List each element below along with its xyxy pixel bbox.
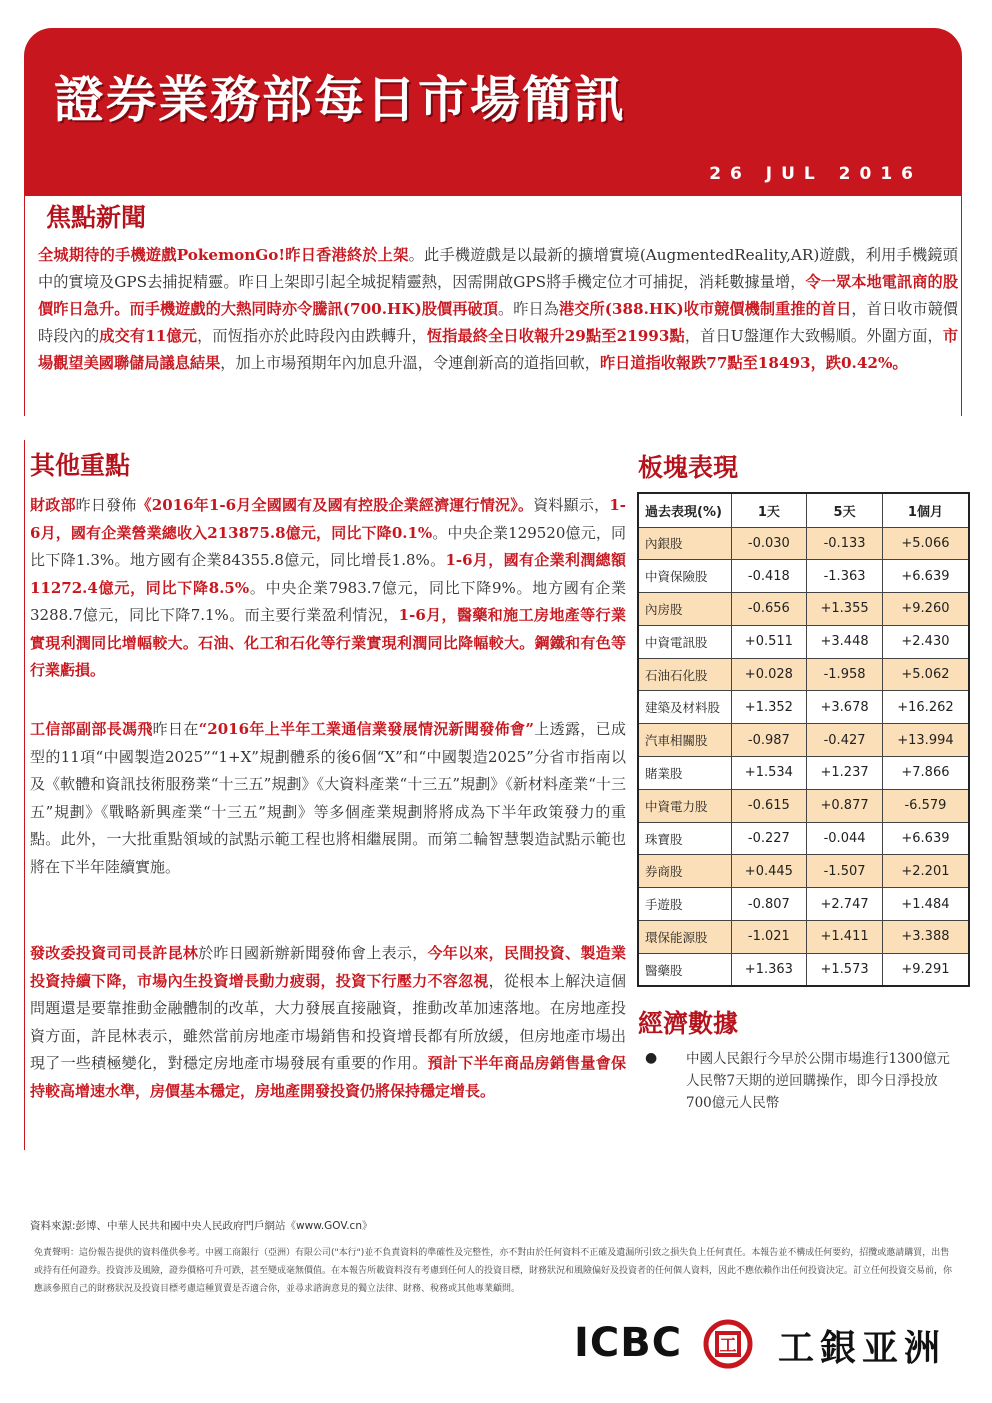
other-paragraph-finance	[30, 492, 626, 685]
sector-1d-cell: +1.352	[731, 691, 807, 724]
sector-1m-cell: +1.484	[882, 888, 969, 921]
sector-5d-cell: +2.747	[807, 888, 883, 921]
sector-1d-cell: -0.227	[731, 822, 807, 855]
body-text: 。中央企業129520億元，同比下降1.3%。地方國有企業84355.8億元，同比增長1.8%。	[30, 523, 627, 569]
table-row	[638, 855, 969, 888]
other-paragraph-miit	[30, 716, 626, 881]
other-paragraph-ndrc	[30, 940, 626, 1105]
sector-name-cell: 手遊股	[638, 888, 731, 921]
body-text: ，加上市場預期年內加息升溫，令連創新高的道指回軟，	[220, 354, 600, 372]
sector-1m-cell: +7.866	[882, 757, 969, 790]
sector-performance-table	[637, 492, 970, 987]
sector-5d-cell: -1.507	[807, 855, 883, 888]
table-row	[638, 560, 969, 593]
sector-5d-cell: -1.958	[807, 658, 883, 691]
sector-name-cell: 珠寶股	[638, 822, 731, 855]
other-section-title: 其他重點	[30, 451, 131, 480]
sector-1d-cell: +1.363	[731, 953, 807, 986]
sector-1d-cell: +1.534	[731, 757, 807, 790]
header-banner	[24, 28, 962, 196]
sector-5d-cell: -1.363	[807, 560, 883, 593]
sector-1m-cell: +9.291	[882, 953, 969, 986]
sector-name-cell: 內銀股	[638, 527, 731, 560]
sector-1m-cell: +13.994	[882, 724, 969, 757]
sector-5d-cell: -0.133	[807, 527, 883, 560]
sector-5d-cell: +1.237	[807, 757, 883, 790]
sector-name-cell: 中資電訊股	[638, 625, 731, 658]
sector-5d-cell: +1.573	[807, 953, 883, 986]
body-text: 資料顯示，	[533, 496, 610, 514]
body-text: 於昨日國新辦新聞發佈會上表示，	[198, 944, 428, 962]
sector-1d-cell: +0.511	[731, 625, 807, 658]
body-text: ，從根本上解決這個問題還是要靠推動金融體制的改革，大力發展直接融資，推動改革加速落地。在房地產投資方面，許昆林表示，雖然當前房地產市場銷售和投資增長都有所放緩，但房地產市場出現了一些積極變化，對穩定房地產市場發展有重要的作用。	[30, 971, 626, 1072]
economy-section-title: 經濟數據	[638, 1009, 739, 1038]
highlighted-text: 1-6月，國有企業營業總收入213875.8億元，同比下降0.1%	[30, 496, 626, 542]
highlighted-text: 全城期待的手機遊戲PokemonGo!昨日香港終於上架	[38, 246, 409, 264]
sector-1d-cell: -0.807	[731, 888, 807, 921]
highlighted-text: 財政部	[30, 496, 76, 514]
table-row	[638, 789, 969, 822]
sector-5d-cell: +3.678	[807, 691, 883, 724]
sector-5d-cell: +1.355	[807, 593, 883, 626]
body-text: 上透露，已成型的11項“中國製造2025”“1+X”規劃體系的後6個“X”和“中國製造2025”分省市指南以及《軟體和資訊技術服務業“十三五”規劃》《大資料產業“十三五”規劃》《新材料產業“十三五”規劃》《戰略新興產業“十三五”規劃》等多個產業規劃將將成為下半年政策發力的重點。此外，一大批重點領域的試點示範工程也將相繼展開。而第二輪智慧製造試點示範也將在下半年陸續實施。	[30, 720, 626, 876]
highlighted-text: 發改委投資司司長許昆林	[30, 944, 199, 962]
sector-name-cell: 券商股	[638, 855, 731, 888]
focus-news-body	[38, 242, 958, 377]
highlighted-text: “2016年上半年工業通信業發展情況新聞發佈會”	[198, 720, 534, 738]
highlighted-text: 恆指最終全日收報升29點至21993點	[426, 327, 685, 345]
table-row	[638, 724, 969, 757]
economy-item: 中國人民銀行今早於公開市場進行1300億元人民幣7天期的逆回購操作，即今日淨投放700億元人民幣	[686, 1051, 950, 1111]
body-text: 。中央企業7983.7億元，同比下降9%。地方國有企業3288.7億元，同比下降7.1%。而主要行業盈利情況，	[30, 578, 626, 624]
sector-1m-cell: -6.579	[882, 789, 969, 822]
sector-1d-cell: +0.028	[731, 658, 807, 691]
focus-section-title: 焦點新聞	[46, 203, 147, 232]
highlighted-text: 《2016年1-6月全國國有及國有控股企業經濟運行情況》。	[136, 496, 534, 514]
sector-1d-cell: +0.445	[731, 855, 807, 888]
column-header-period: 過去表現(%)	[638, 493, 731, 527]
highlighted-text: 昨日道指收報跌77點至18493，跌0.42%。	[599, 354, 908, 372]
body-text: 昨日在	[152, 720, 199, 738]
disclaimer: 免責聲明：這份報告提供的資料僅供參考。中國工商銀行（亞洲）有限公司("本行")並不負責資料的準確性及完整性，亦不對由於任何資料不正確及遺漏所引致之損失負上任何責任。本報告並不構成任何要約，招攬或邀請購買，出售或持有任何證券。投資涉及風險，證券價格可升可跌，甚至變成毫無價值。在本報告所載資料沒有考慮到任何人的投資目標，財務狀況和風險偏好及投資者的任何個人資料，因此不應依賴作出任何投資決定。訂立任何投資交易前，你應該參照自己的財務狀況及投資目標考慮這種買賣是否適合你，並尋求諮詢意見的獨立法律、財務、稅務或其他專業顧問。	[34, 1248, 953, 1294]
logo-text-cn: 工銀亚洲	[778, 1328, 947, 1369]
highlighted-text: 1-6月，醫藥和施工房地產等行業實現利潤同比增幅較大。石油、化工和石化等行業實現利潤同比降幅較大。鋼鐵和有色等行業虧損。	[30, 606, 626, 679]
sector-5d-cell: +0.877	[807, 789, 883, 822]
table-row	[638, 888, 969, 921]
icbc-emblem-icon	[702, 1318, 754, 1370]
sector-name-cell: 中資保險股	[638, 560, 731, 593]
sector-1m-cell: +3.388	[882, 921, 969, 954]
sector-1d-cell: -0.418	[731, 560, 807, 593]
report-date: 26 JUL 2016	[709, 164, 922, 184]
table-header-row	[638, 493, 969, 527]
highlighted-text: 1-6月，國有企業利潤總額11272.4億元，同比下降8.5%	[30, 551, 627, 597]
table-row	[638, 921, 969, 954]
sector-5d-cell: -0.427	[807, 724, 883, 757]
sector-name-cell: 賭業股	[638, 757, 731, 790]
highlighted-text: 今年以來，民間投資、製造業投資持續下降，市場內生投資增長動力疲弱，投資下行壓力不容忽視	[30, 944, 626, 990]
page-title: 證券業務部每日市場簡訊	[54, 71, 626, 129]
emblem-glyph: 工	[719, 1336, 737, 1356]
table-row	[638, 593, 969, 626]
sector-name-cell: 醫藥股	[638, 953, 731, 986]
body-text: 。昨日為	[498, 300, 559, 318]
sector-name-cell: 建築及材料股	[638, 691, 731, 724]
column-header-1m: 1個月	[882, 493, 969, 527]
highlighted-text: 成交有11億元	[99, 327, 198, 345]
data-source: 資料來源:彭博、中華人民共和國中央人民政府門戶網站《www.GOV.cn》	[30, 1220, 373, 1232]
body-text: ，而恆指亦於此時段內由跌轉升，	[197, 327, 427, 345]
sector-table-body	[638, 527, 969, 986]
highlighted-text: 令一眾本地電訊商的股價昨日急升。而手機遊戲的大熱同時亦令騰訊(700.HK)股價再破頂	[38, 273, 959, 318]
sector-name-cell: 石油石化股	[638, 658, 731, 691]
table-row	[638, 691, 969, 724]
sector-5d-cell: -0.044	[807, 822, 883, 855]
column-header-1d: 1天	[731, 493, 807, 527]
sector-name-cell: 內房股	[638, 593, 731, 626]
sector-name-cell: 中資電力股	[638, 789, 731, 822]
column-header-5d: 5天	[807, 493, 883, 527]
sector-1m-cell: +6.639	[882, 822, 969, 855]
sector-1m-cell: +9.260	[882, 593, 969, 626]
body-text: 。此手機遊戲是以最新的擴增實境(AugmentedReality,AR)遊戲，利用手機鏡頭中的實境及GPS去捕捉精靈。昨日上架即引起全城捉精靈熱，因需開啟GPS將手機定位才可捕捉，消耗數據量增，	[38, 246, 958, 291]
sector-5d-cell: +3.448	[807, 625, 883, 658]
sector-section-title: 板塊表現	[638, 453, 739, 482]
icbc-logo	[574, 1318, 960, 1370]
table-row	[638, 527, 969, 560]
table-row	[638, 953, 969, 986]
sector-1d-cell: -0.987	[731, 724, 807, 757]
table-row	[638, 625, 969, 658]
sector-1m-cell: +2.430	[882, 625, 969, 658]
sector-1m-cell: +2.201	[882, 855, 969, 888]
bullet-icon: ●	[645, 1050, 658, 1066]
highlighted-text: 預計下半年商品房銷售量會保持較高增速水準，房價基本穩定，房地產開發投資仍將保持穩定增長。	[30, 1054, 626, 1100]
highlighted-text: 港交所(388.HK)收市競價機制重推的首日	[559, 300, 852, 318]
sector-1m-cell: +5.066	[882, 527, 969, 560]
sector-5d-cell: +1.411	[807, 921, 883, 954]
sector-1m-cell: +5.062	[882, 658, 969, 691]
table-row	[638, 658, 969, 691]
highlighted-text: 市場觀望美國聯儲局議息結果	[38, 327, 959, 372]
table-row	[638, 822, 969, 855]
sector-1m-cell: +16.262	[882, 691, 969, 724]
sector-name-cell: 環保能源股	[638, 921, 731, 954]
sector-1d-cell: -0.030	[731, 527, 807, 560]
sector-1d-cell: -0.656	[731, 593, 807, 626]
body-text: 昨日發佈	[75, 496, 137, 514]
body-text: ，首日U盤運作大致暢順。外圍方面，	[684, 327, 943, 345]
sector-1m-cell: +6.639	[882, 560, 969, 593]
body-text: ，首日收市競價時段內的	[38, 300, 958, 345]
sector-1d-cell: -0.615	[731, 789, 807, 822]
highlighted-text: 工信部副部長馮飛	[30, 720, 153, 738]
logo-text-en: ICBC	[574, 1320, 683, 1366]
sector-1d-cell: -1.021	[731, 921, 807, 954]
table-row	[638, 757, 969, 790]
sector-name-cell: 汽車相關股	[638, 724, 731, 757]
